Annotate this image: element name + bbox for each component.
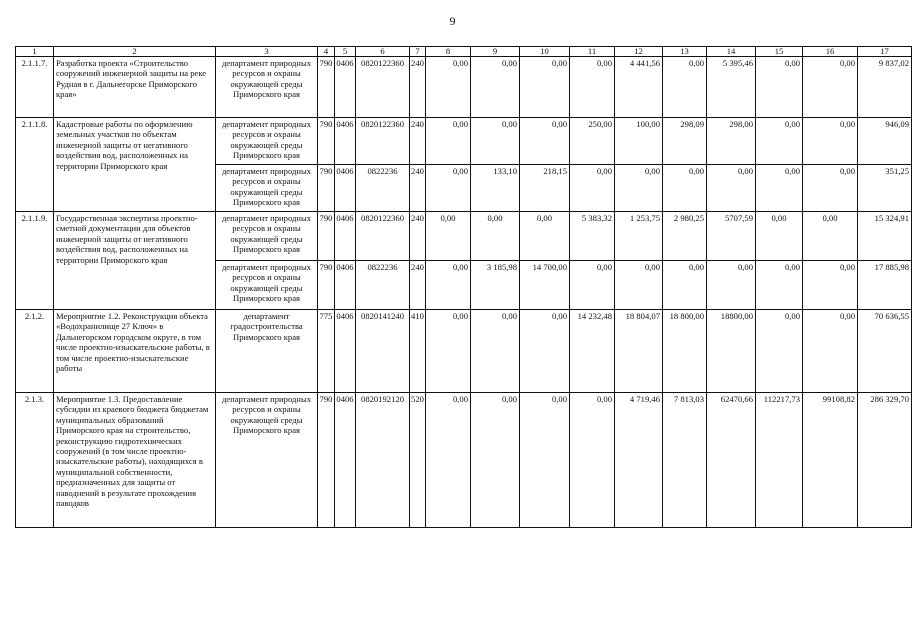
cell-grbs: 775 — [318, 310, 335, 393]
cell-expense-type: 410 — [410, 310, 426, 393]
header-cell: 11 — [570, 47, 615, 57]
cell-target-code: 0820122360 — [356, 118, 410, 165]
cell-value: 62470,66 — [707, 393, 756, 528]
table-row — [16, 118, 912, 165]
cell-expense-type: 240 — [410, 212, 426, 261]
cell-value: 0,00 — [520, 393, 570, 528]
row-executor: департамент природных ресурсов и охраны окружающей среды Приморского края — [216, 261, 318, 310]
header-cell: 2 — [54, 47, 216, 57]
cell-expense-type: 520 — [410, 393, 426, 528]
cell-value: 18800,00 — [707, 310, 756, 393]
cell-value: 133,10 — [471, 165, 520, 212]
cell-section: 0406 — [335, 393, 356, 528]
cell-target-code: 0822236 — [356, 165, 410, 212]
cell-value: 0,00 — [756, 57, 803, 118]
cell-value: 298,00 — [707, 118, 756, 165]
cell-value: 0,00 — [570, 57, 615, 118]
cell-total: 17 885,98 — [858, 261, 912, 310]
cell-expense-type: 240 — [410, 57, 426, 118]
cell-total: 9 837,02 — [858, 57, 912, 118]
cell-target-code: 0820122360 — [356, 212, 410, 261]
cell-target-code: 0820141240 — [356, 310, 410, 393]
cell-value: 2 980,25 — [663, 212, 707, 261]
cell-section: 0406 — [335, 165, 356, 212]
cell-value: 0,00 — [471, 57, 520, 118]
cell-value: 0,00 — [570, 165, 615, 212]
cell-grbs: 790 — [318, 118, 335, 165]
row-executor: департамент градостроительства Приморского края — [216, 310, 318, 393]
table-row — [16, 212, 912, 261]
cell-value: 218,15 — [520, 165, 570, 212]
cell-total: 946,09 — [858, 118, 912, 165]
cell-value: 0,00 — [426, 118, 471, 165]
cell-value: 0,00 — [426, 212, 471, 261]
cell-value: 0,00 — [707, 165, 756, 212]
row-executor: департамент природных ресурсов и охраны окружающей среды Приморского края — [216, 57, 318, 118]
cell-total: 286 329,70 — [858, 393, 912, 528]
table-row — [16, 57, 912, 118]
header-cell: 3 — [216, 47, 318, 57]
row-code: 2.1.3. — [16, 393, 54, 528]
cell-value: 0,00 — [803, 118, 858, 165]
cell-value: 0,00 — [520, 118, 570, 165]
cell-value: 0,00 — [803, 165, 858, 212]
cell-total: 70 636,55 — [858, 310, 912, 393]
cell-value: 298,09 — [663, 118, 707, 165]
row-executor: департамент природных ресурсов и охраны окружающей среды Приморского края — [216, 165, 318, 212]
cell-value: 0,00 — [570, 261, 615, 310]
cell-value: 14 700,00 — [520, 261, 570, 310]
cell-value: 0,00 — [803, 261, 858, 310]
header-cell: 7 — [410, 47, 426, 57]
cell-value: 0,00 — [756, 165, 803, 212]
cell-value: 112217,73 — [756, 393, 803, 528]
header-cell: 4 — [318, 47, 335, 57]
row-executor: департамент природных ресурсов и охраны окружающей среды Приморского края — [216, 393, 318, 528]
cell-value: 0,00 — [663, 261, 707, 310]
header-cell: 12 — [615, 47, 663, 57]
cell-value: 14 232,48 — [570, 310, 615, 393]
cell-total: 351,25 — [858, 165, 912, 212]
cell-value: 0,00 — [520, 57, 570, 118]
cell-value: 0,00 — [803, 310, 858, 393]
cell-value: 99108,82 — [803, 393, 858, 528]
cell-value: 0,00 — [426, 393, 471, 528]
row-code: 2.1.1.8. — [16, 118, 54, 212]
row-name: Мероприятие 1.2. Реконструкция объекта «Водохранилище 27 Ключ» в Дальнегорском городском округе, в том числе проектно-изыскательские работы, в том числе проектно-изыскательские работы — [54, 310, 216, 393]
row-code: 2.1.1.7. — [16, 57, 54, 118]
cell-section: 0406 — [335, 212, 356, 261]
cell-expense-type: 240 — [410, 165, 426, 212]
cell-value: 1 253,75 — [615, 212, 663, 261]
cell-grbs: 790 — [318, 261, 335, 310]
cell-section: 0406 — [335, 118, 356, 165]
cell-expense-type: 240 — [410, 261, 426, 310]
budget-table — [15, 46, 912, 528]
cell-value: 0,00 — [803, 57, 858, 118]
cell-value: 3 185,98 — [471, 261, 520, 310]
cell-value: 0,00 — [520, 310, 570, 393]
header-row — [16, 47, 912, 57]
cell-value: 100,00 — [615, 118, 663, 165]
cell-section: 0406 — [335, 261, 356, 310]
row-name: Кадастровые работы по оформлению земельных участков по объектам инженерной защиты от негативного воздействия вод, расположенных на территории Приморского края — [54, 118, 216, 212]
header-cell: 10 — [520, 47, 570, 57]
cell-value: 4 719,46 — [615, 393, 663, 528]
row-executor: департамент природных ресурсов и охраны окружающей среды Приморского края — [216, 212, 318, 261]
cell-grbs: 790 — [318, 212, 335, 261]
cell-target-code: 0822236 — [356, 261, 410, 310]
table-row — [16, 310, 912, 393]
header-cell: 6 — [356, 47, 410, 57]
header-cell: 16 — [803, 47, 858, 57]
header-cell: 15 — [756, 47, 803, 57]
row-name: Разработка проекта «Строительство сооружений инженерной защиты на реке Рудная в г. Дальнегорске Приморского края» — [54, 57, 216, 118]
row-name: Государственная экспертиза проектно-сметной документации для объектов инженерной защиты от негативного воздействия вод, расположенных на территории Приморского края — [54, 212, 216, 310]
cell-section: 0406 — [335, 57, 356, 118]
header-cell: 17 — [858, 47, 912, 57]
cell-grbs: 790 — [318, 57, 335, 118]
cell-value: 0,00 — [570, 393, 615, 528]
cell-value: 0,00 — [471, 212, 520, 261]
header-cell: 13 — [663, 47, 707, 57]
cell-value: 5 395,46 — [707, 57, 756, 118]
header-cell: 5 — [335, 47, 356, 57]
cell-grbs: 790 — [318, 393, 335, 528]
header-cell: 1 — [16, 47, 54, 57]
cell-total: 15 324,91 — [858, 212, 912, 261]
row-code: 2.1.2. — [16, 310, 54, 393]
cell-value: 0,00 — [756, 261, 803, 310]
cell-value: 5 383,32 — [570, 212, 615, 261]
cell-value: 0,00 — [615, 165, 663, 212]
cell-value: 0,00 — [803, 212, 858, 261]
cell-value: 0,00 — [756, 118, 803, 165]
cell-value: 0,00 — [426, 310, 471, 393]
row-name: Мероприятие 1.3. Предоставление субсидии из краевого бюджета бюджетам муниципальных образований Приморского края на строительство, реконструкцию гидротехнических сооружений (в том числе проектно-изыскательские работы), находящихся в муниципальной собственности, предназначенных для защиты от наводнений в результате прохождения паводков — [54, 393, 216, 528]
cell-value: 5707,59 — [707, 212, 756, 261]
cell-value: 250,00 — [570, 118, 615, 165]
cell-value: 0,00 — [471, 118, 520, 165]
row-code: 2.1.1.9. — [16, 212, 54, 310]
cell-value: 0,00 — [707, 261, 756, 310]
cell-value: 0,00 — [520, 212, 570, 261]
cell-value: 0,00 — [426, 165, 471, 212]
cell-value: 7 813,03 — [663, 393, 707, 528]
header-cell: 9 — [471, 47, 520, 57]
cell-value: 18 800,00 — [663, 310, 707, 393]
cell-value: 4 441,56 — [615, 57, 663, 118]
header-cell: 8 — [426, 47, 471, 57]
cell-value: 0,00 — [663, 57, 707, 118]
cell-value: 0,00 — [471, 310, 520, 393]
cell-expense-type: 240 — [410, 118, 426, 165]
cell-value: 0,00 — [426, 261, 471, 310]
cell-value: 0,00 — [756, 212, 803, 261]
table-row — [16, 393, 912, 528]
cell-value: 18 804,07 — [615, 310, 663, 393]
header-cell: 14 — [707, 47, 756, 57]
cell-grbs: 790 — [318, 165, 335, 212]
cell-value: 0,00 — [426, 57, 471, 118]
cell-value: 0,00 — [471, 393, 520, 528]
page-number: 9 — [449, 14, 456, 28]
row-executor: департамент природных ресурсов и охраны окружающей среды Приморского края — [216, 118, 318, 165]
cell-target-code: 0820192120 — [356, 393, 410, 528]
cell-value: 0,00 — [756, 310, 803, 393]
cell-target-code: 0820122360 — [356, 57, 410, 118]
cell-value: 0,00 — [615, 261, 663, 310]
cell-section: 0406 — [335, 310, 356, 393]
cell-value: 0,00 — [663, 165, 707, 212]
